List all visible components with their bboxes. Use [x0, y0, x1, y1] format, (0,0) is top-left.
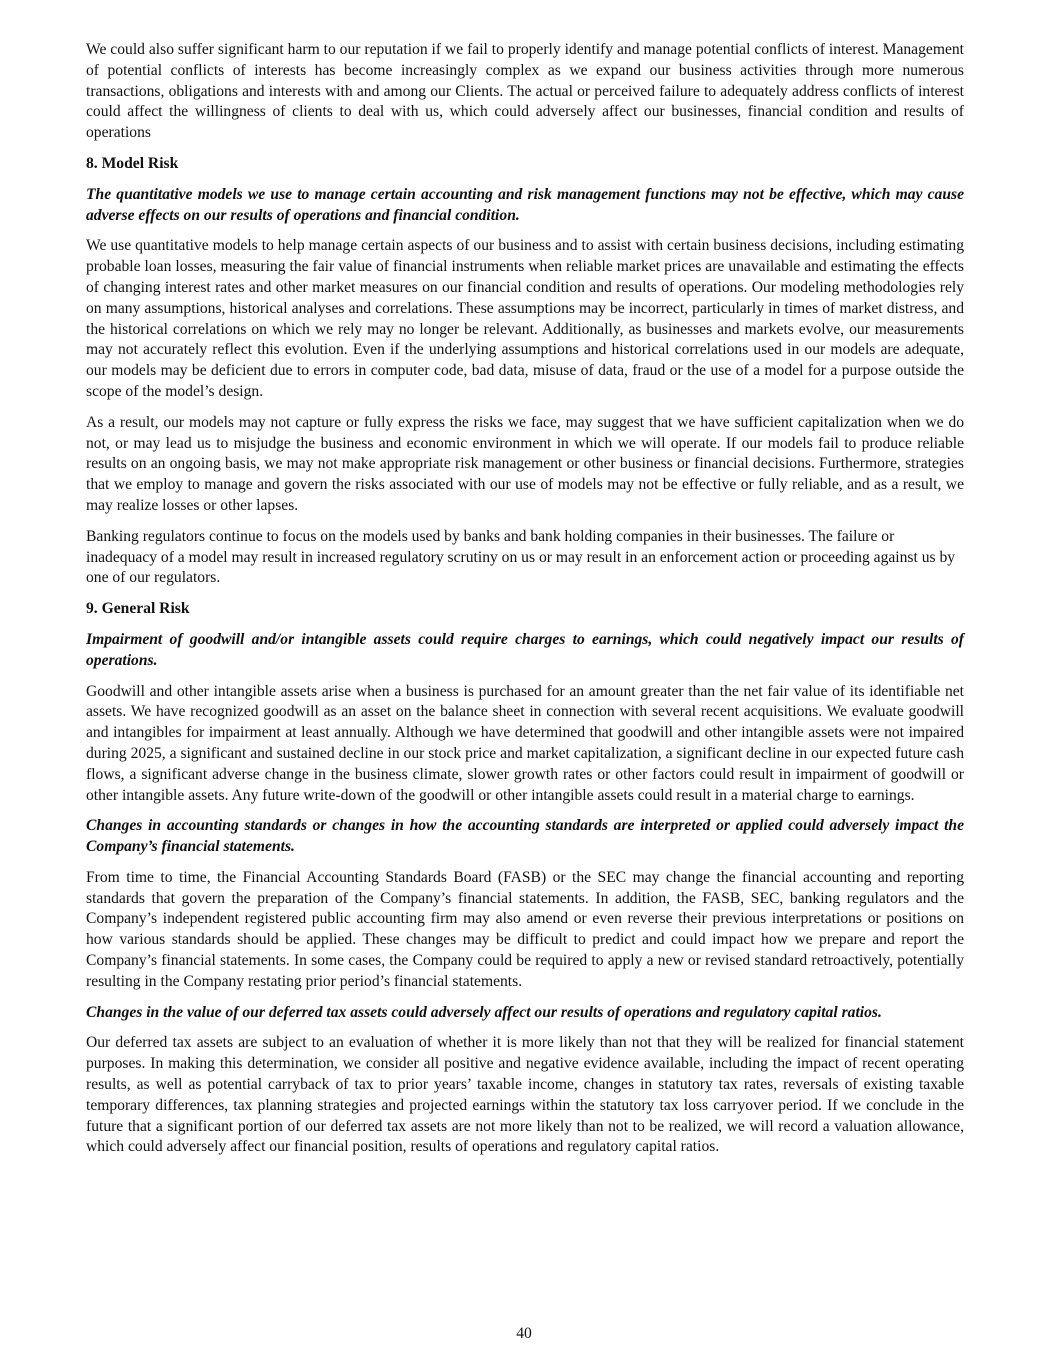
deferred-tax-assets-paragraph: Our deferred tax assets are subject to an evaluation of whether it is more likely than not that they will be realized for financial statement purposes. In making this determination, we consider all positive and negative evidence available, including the impact of recent operating results, as well as potential carryback of tax to prior years’ taxable income, changes in statutory tax rates, reversals of existing taxable temporary differences, tax planning strategies and projected earnings within the statutory tax loss carryover period. If we conclude in the future that a significant portion of our deferred tax assets are not more likely than not to be realized, we will record a valuation allowance, which could adversely affect our financial position, results of operations and regulatory capital ratios. — [86, 1034, 964, 1156]
page-number: 40 — [516, 1325, 532, 1342]
section-heading-general-risk: 9. General Risk — [86, 600, 190, 618]
accounting-standards-paragraph: From time to time, the Financial Accounting Standards Board (FASB) or the SEC may change the financial accounting and reporting standards that govern the preparation of the Company’s financial statements. In addition, the FASB, SEC, banking regulators and the Company’s independent registered public accounting firm may also amend or even reverse their previous interpretations or positions on how various standards should be applied. These changes may be difficult to predict and could impact how we prepare and report the Company’s financial statements. In some cases, the Company could be required to apply a new or revised standard retroactively, potentially resulting in the Company restating prior period’s financial statements. — [86, 868, 964, 990]
conflicts-of-interest-paragraph: We could also suffer significant harm to our reputation if we fail to properly identify and manage potential conflicts of interest. Management of potential conflicts of interests has become increasingly complex as we expand our business activities through more numerous transactions, obligations and interests with and among our Clients. The actual or perceived failure to adequately address conflicts of interest could affect the willingness of clients to deal with us, which could adversely affect our businesses, financial condition and results of operations — [86, 41, 964, 142]
banking-regulators-paragraph: Banking regulators continue to focus on the models used by banks and bank holding companies in their businesses. The failure or inadequacy of a model may result in increased regulatory scrutiny on us or may result in an enforcement action or proceeding against us by one of our regulators. — [86, 527, 956, 587]
risk-heading-deferred-tax-assets: Changes in the value of our deferred tax assets could adversely affect our results of operations and regulatory capital ratios. — [86, 1003, 882, 1021]
goodwill-paragraph: Goodwill and other intangible assets arise when a business is purchased for an amount greater than the net fair value of its identifiable net assets. We have recognized goodwill as an asset on the balance sheet in connection with several recent acquisitions. We evaluate goodwill and intangibles for impairment at least annually. Although we have determined that goodwill and other intangible assets were not impaired during 2025, a significant and sustained decline in our stock price and market capitalization, a significant decline in our expected future cash flows, a significant adverse change in the business climate, slower growth rates or other factors could result in impairment of goodwill or other intangible assets. Any future write-down of the goodwill or other intangible assets could result in a material charge to earnings. — [86, 682, 964, 804]
document-page — [86, 40, 964, 1168]
model-usage-paragraph: We use quantitative models to help manage certain aspects of our business and to assist with certain business decisions, including estimating probable loan losses, measuring the fair value of financial instruments when reliable market prices are unavailable and estimating the effects of changing interest rates and other market measures on our financial condition and results of operations. Our modeling methodologies rely on many assumptions, historical analyses and correlations. These assumptions may be incorrect, particularly in times of market distress, and the historical correlations on which we rely may no longer be relevant. Additionally, as businesses and markets evolve, our measurements may not accurately reflect this evolution. Even if the underlying assumptions and historical correlations used in our models are adequate, our models may be deficient due to errors in computer code, bad data, misuse of data, fraud or the use of a model for a purpose outside the scope of the model’s design. — [86, 237, 964, 400]
risk-heading-goodwill-impairment: Impairment of goodwill and/or intangible assets could require charges to earnings, which could negatively impact our results of operations. — [86, 630, 964, 669]
section-heading-model-risk: 8. Model Risk — [86, 154, 179, 172]
model-limitations-paragraph: As a result, our models may not capture or fully express the risks we face, may suggest that we have sufficient capitalization when we do not, or may lead us to misjudge the business and economic environment in which we will operate. If our models fail to produce reliable results on an ongoing basis, we may not make appropriate risk management or other business or financial decisions. Furthermore, strategies that we employ to manage and govern the risks associated with our use of models may not be effective or fully reliable, and as a result, we may realize losses or other lapses. — [86, 413, 964, 514]
risk-heading-accounting-standards: Changes in accounting standards or changes in how the accounting standards are interpreted or applied could adversely impact the Company’s financial statements. — [86, 817, 964, 856]
risk-heading-quantitative-models: The quantitative models we use to manage certain accounting and risk management functions may not be effective, which may cause adverse effects on our results of operations and financial condition. — [86, 185, 964, 224]
